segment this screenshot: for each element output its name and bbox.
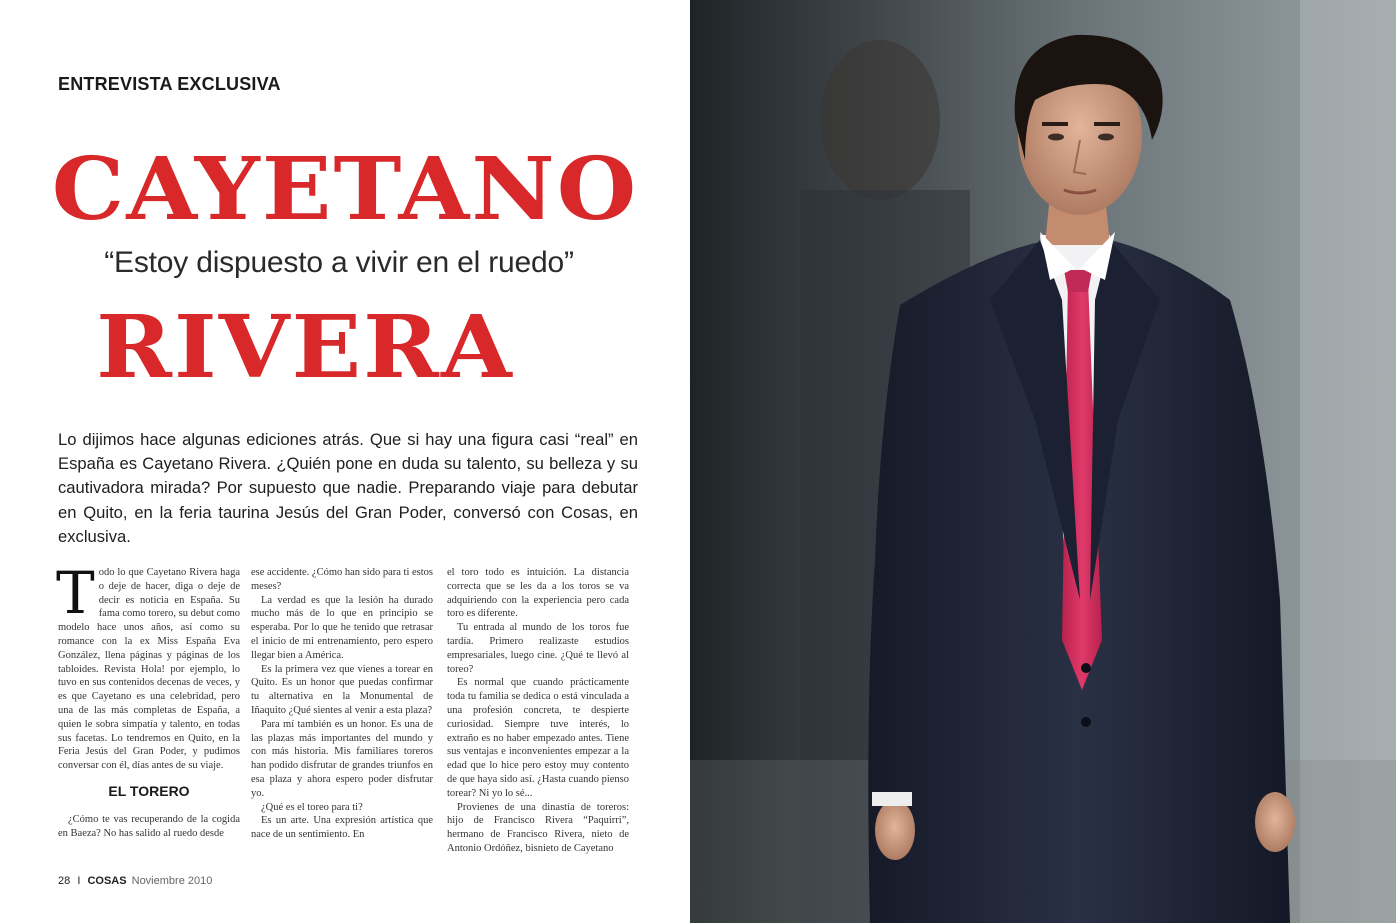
- article-column-2: [251, 566, 433, 842]
- page-folio: [58, 875, 212, 887]
- issue-date: Noviembre 2010: [131, 875, 213, 887]
- question-paragraph: ese accidente. ¿Cómo han sido para ti estos meses?: [251, 567, 433, 592]
- answer-paragraph: el toro todo es intuición. La distancia correcta que se les da a los toros se va adquiriendo con la experiencia pero cada toro es diferente.: [447, 567, 629, 620]
- eye: [1098, 134, 1114, 141]
- shirt-cuff: [872, 792, 912, 806]
- article-columns: [56, 559, 640, 856]
- jacket-button: [1081, 663, 1091, 673]
- eye: [1048, 134, 1064, 141]
- title-last-name: RIVERA: [96, 297, 514, 398]
- question-paragraph: ¿Cómo te vas recuperando de la cogida en Baeza? No has salido al ruedo desde: [58, 813, 240, 839]
- question-paragraph: Provienes de una dinastía de toreros: hijo de Francisco Rivera “Paquirri”, hermano de Francisco Rivera, nieto de Antonio Ordóñez, bisnieto de Cayetano: [447, 801, 629, 854]
- answer-paragraph: Es un arte. Una expresión artística que nace de un sentimiento. En: [251, 815, 433, 841]
- article-column-3: [447, 566, 629, 856]
- title-first-name: CAYETANO: [51, 139, 639, 240]
- lede-paragraph: Lo dijimos hace algunas ediciones atrás. Que si hay una figura casi “real” en España es Cayetano Rivera. ¿Quién pone en duda su talento, su belleza y su cautivadora mirada? Por supuesto que nadie. Preparando viaje para debutar en Quito, en la feria taurina Jesús del Gran Poder, conversó con Cosas, en exclusiva.: [58, 430, 638, 546]
- jacket-button: [1081, 717, 1091, 727]
- background-figure-head: [820, 40, 940, 200]
- question-paragraph: Tu entrada al mundo de los toros fue tardía. Primero realizaste estudios empresariales, luego cine. ¿Qué te llevó al toreo?: [447, 622, 629, 675]
- section-label: ENTREVISTA EXCLUSIVA: [58, 74, 281, 94]
- answer-paragraph: La verdad es que la lesión ha durado mucho más de lo que en principio se esperaba. Por lo que he tenido que retrasar el inicio de mi entrenamiento, pero espero llegar bien a América.: [251, 594, 433, 661]
- intro-paragraph: [56, 559, 240, 773]
- folio-separator: I: [77, 875, 81, 887]
- eyebrow: [1094, 122, 1120, 126]
- answer-paragraph: Es normal que cuando prácticamente toda tu familia se dedica o está vinculada a una profesión concreta, te despierte curiosidad. Siempre tuve interés, lo extraño es no haber empezado antes. Tiene sus ventajas e inconvenientes empezar a la edad que lo hice pero estoy muy contento de que haya sido así. ¿Hasta cuando pienso torear? Ni yo lo sé...: [447, 677, 629, 799]
- question-paragraph: Es la primera vez que vienes a torear en Quito. Es un honor que puedas confirmar tu alternativa en la Monumental de Iñaquito ¿Qué sientes al venir a esta plaza?: [251, 663, 433, 716]
- portrait-photo: [690, 0, 1396, 923]
- left-hand: [875, 800, 915, 860]
- left-page: [0, 0, 690, 923]
- drop-cap: T: [56, 559, 95, 627]
- question-paragraph: ¿Qué es el toreo para ti?: [261, 801, 363, 813]
- answer-paragraph: Para mí también es un honor. Es una de las plazas más importantes del mundo y con más historia. Mis familiares toreros han podido disfrutar de grandes triunfos en esa plaza y ahora espero poder disfrutar yo.: [251, 718, 433, 799]
- tie-knot: [1064, 270, 1092, 292]
- article-column-1: [56, 559, 240, 840]
- page-number: 28: [58, 875, 71, 887]
- portrait-illustration: [690, 0, 1396, 923]
- title-quote: “Estoy dispuesto a vivir en el ruedo”: [104, 246, 574, 279]
- eyebrow: [1042, 122, 1068, 126]
- section-subhead: EL TORERO: [108, 782, 190, 799]
- right-hand: [1255, 792, 1295, 852]
- magazine-name: COSAS: [87, 875, 127, 887]
- intro-text: odo lo que Cayetano Rivera haga o deje de hacer, diga o deje de decir es noticia en España. Su fama como torero, su debut como modelo hace unos años, así como su romance con la ex Miss España Eva González, llena páginas y páginas de los tabloides. Revista Hola! por ejemplo, lo tuvo en sus contenidos decenas de veces, y es que Cayetano es una celebridad, pero una de las más completas de España, a quien le sobra simpatía y talento, en todas sus facetas. Lo tendremos en Quito, en la Feria Jesús del Gran Poder, y pudimos conversar con él, días antes de su viaje.: [58, 567, 240, 772]
